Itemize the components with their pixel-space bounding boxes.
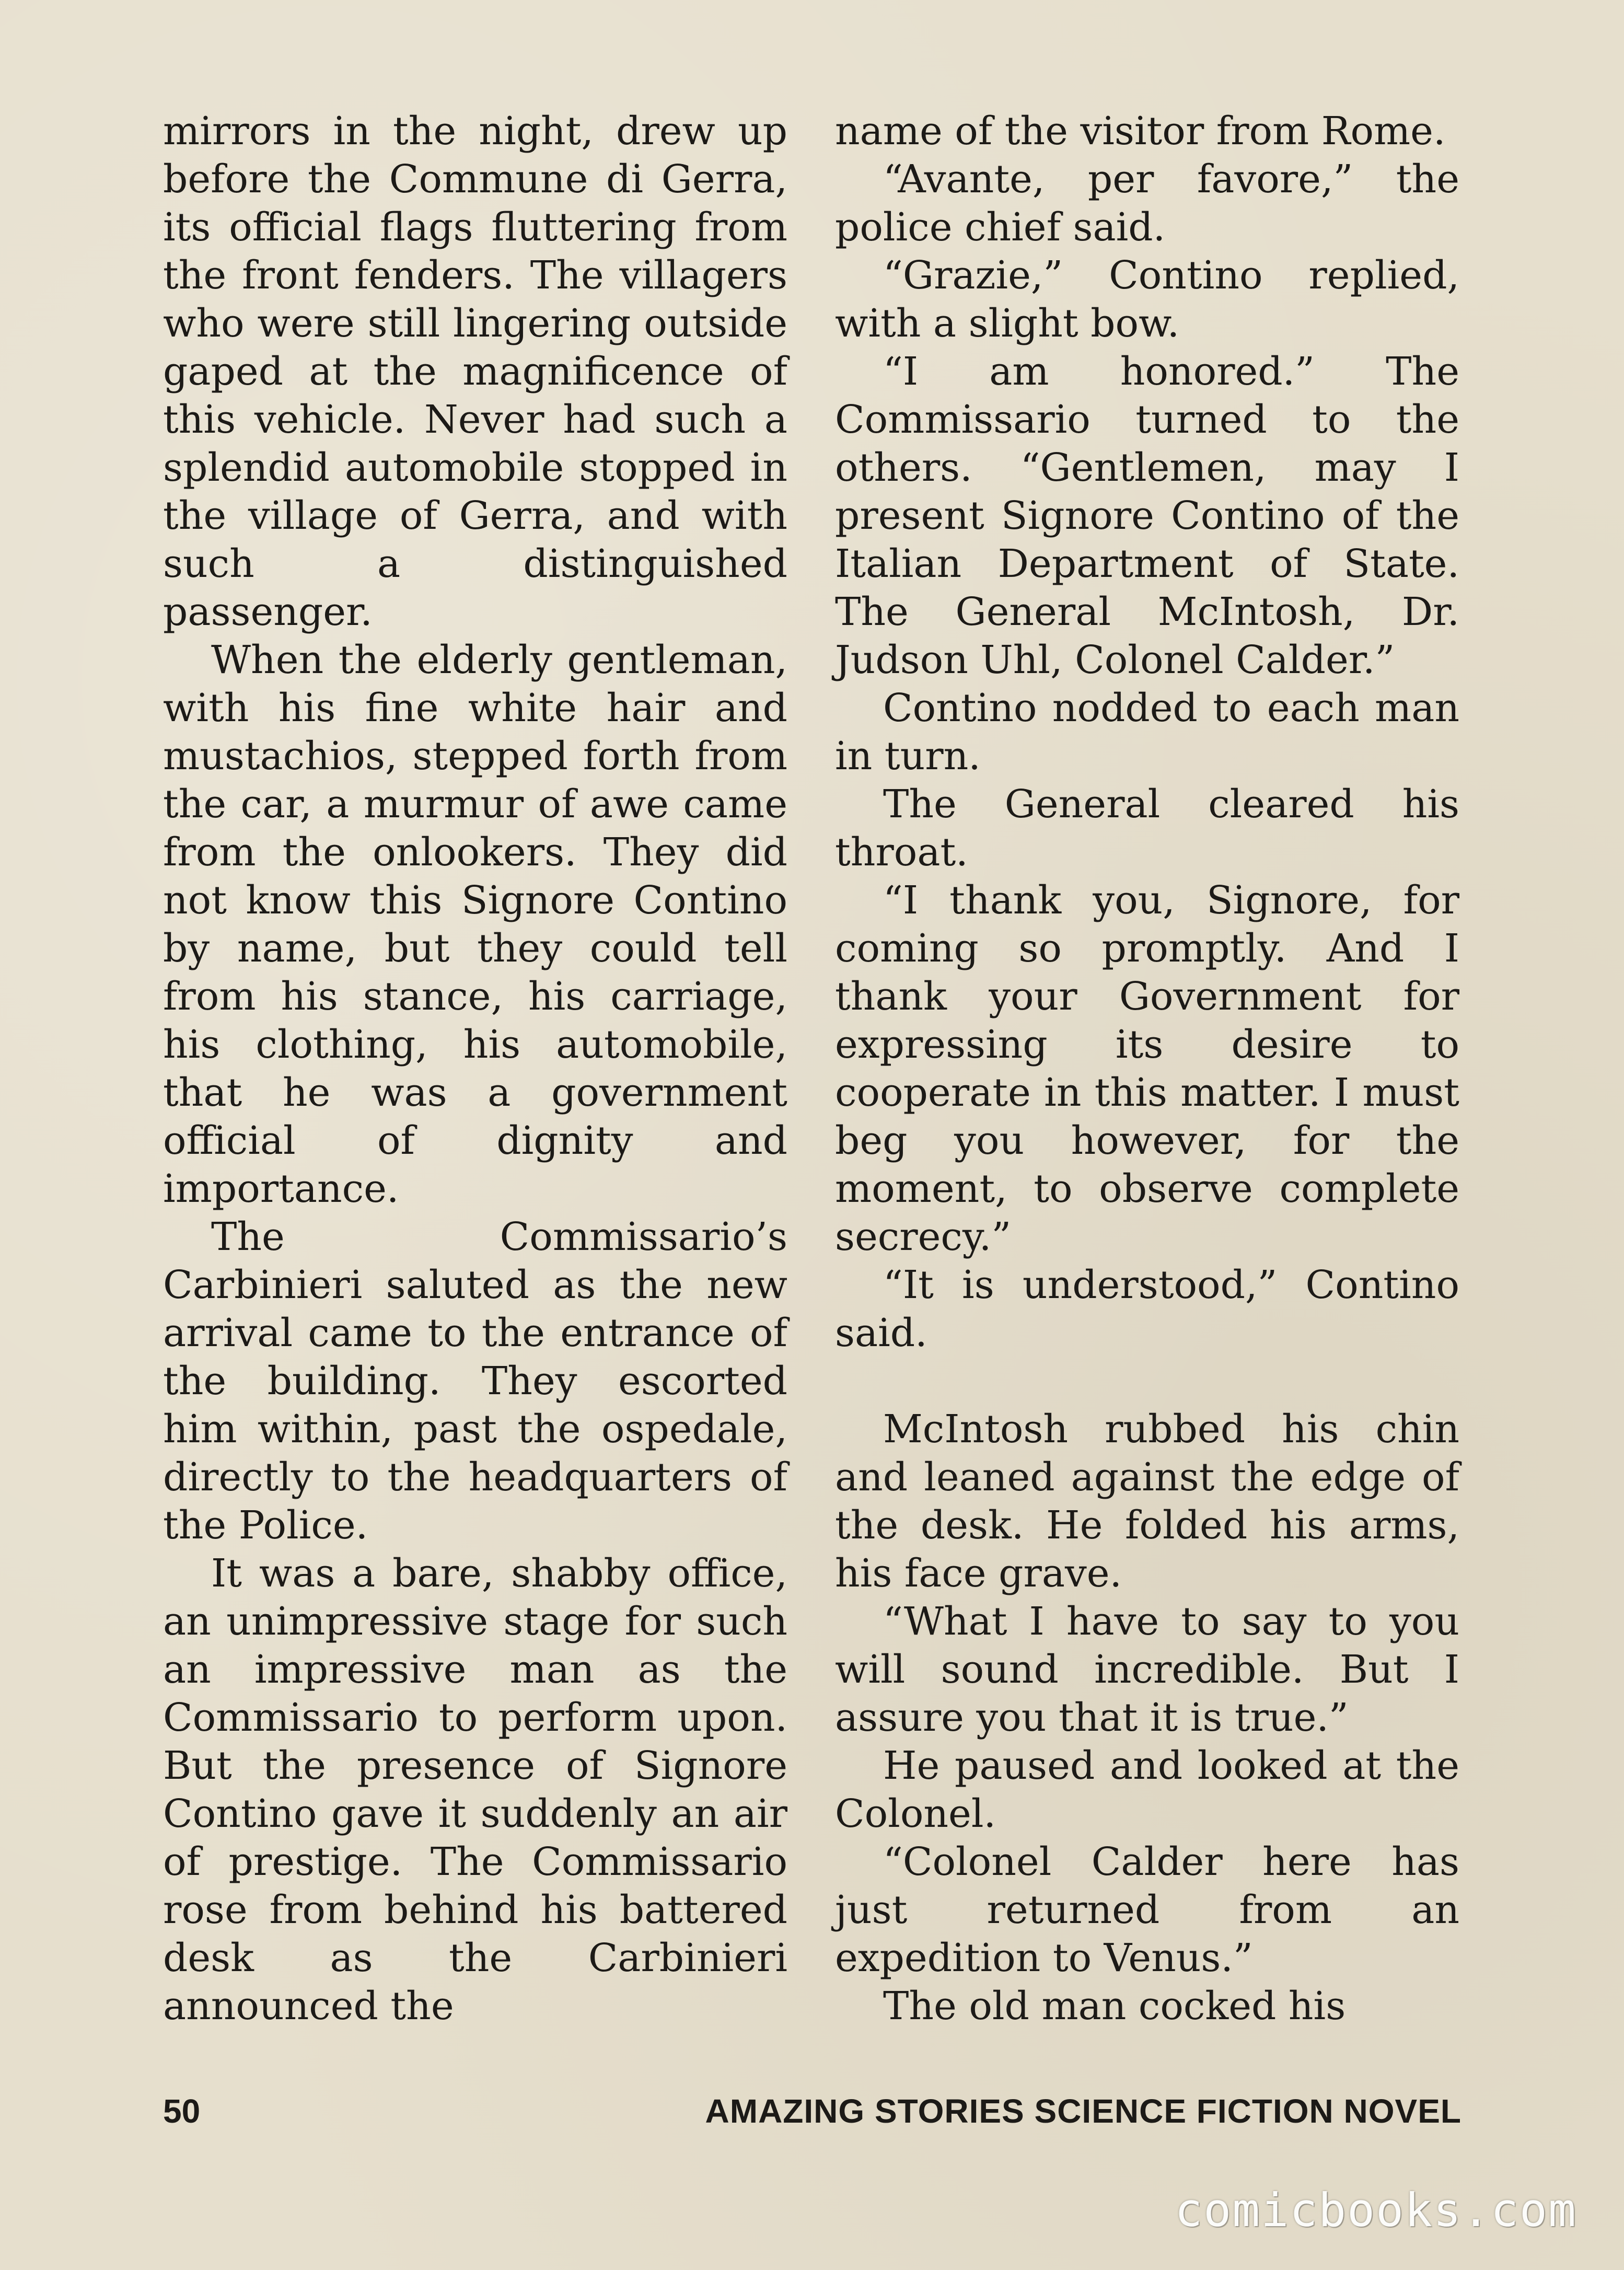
paragraph: “It is understood,” Contino said.: [835, 1263, 1459, 1356]
paragraph: The Commissario’s Carbinieri saluted as the new arrival came to the entrance of the building. They escorted him within, past the ospedale, directly to the headquarters of the Police.: [163, 1214, 787, 1548]
paragraph: “Colonel Calder here has just returned from an expedition to Venus.”: [835, 1839, 1459, 1981]
paragraph: “Grazie,” Contino replied, with a slight bow.: [835, 253, 1459, 346]
right-text-column: [835, 107, 1459, 2030]
watermark: comicbooks.com: [1175, 2183, 1577, 2237]
paragraph: “Avante, per favore,” the police chief said.: [835, 157, 1459, 250]
paragraph: The old man cocked his: [883, 1984, 1346, 2029]
paragraph: “I am honored.” The Commissario turned to the others. “Gentlemen, may I present Signore Contino of the Italian Department of State. The General McIntosh, Dr. Judson Uhl, Colonel Calder.”: [835, 349, 1459, 682]
paragraph: McIntosh rubbed his chin and leaned against the edge of the desk. He folded his arms, his face grave.: [835, 1407, 1459, 1596]
paragraph: When the elderly gentleman, with his fine white hair and mustachios, stepped forth from the car, a murmur of awe came from the onlookers. They did not know this Signore Contino by name, but they could tell from his stance, his carriage, his clothing, his automobile, that he was a government official of dignity and importance.: [163, 638, 787, 1211]
paragraph: name of the visitor from Rome.: [835, 109, 1446, 154]
paragraph: “What I have to say to you will sound incredible. But I assure you that it is true.”: [835, 1599, 1459, 1740]
paragraph: It was a bare, shabby office, an unimpressive stage for such an impressive man as the Commissario to perform upon. But the presence of Signore Contino gave it suddenly an air of prestige. The Commissario rose from behind his battered desk as the Carbinieri announced the: [163, 1551, 787, 2029]
paragraph: He paused and looked at the Colonel.: [835, 1743, 1459, 1836]
paragraph: mirrors in the night, drew up before the Commune di Gerra, its official flags fluttering from the front fenders. The villagers who were still lingering outside gaped at the magnificence of this vehicle. Never had such a splendid automobile stopped in the village of Gerra, and with such a distinguished passenger.: [163, 109, 787, 634]
paragraph: “I thank you, Signore, for coming so promptly. And I thank your Government for expressing its desire to cooperate in this matter. I must beg you however, for the moment, to observe complete secrecy.”: [835, 878, 1459, 1259]
running-title: AMAZING STORIES SCIENCE FICTION NOVEL: [705, 2092, 1461, 2130]
paragraph: The General cleared his throat.: [835, 782, 1459, 875]
page-number: 50: [163, 2092, 201, 2130]
left-text-column: [163, 107, 787, 2030]
page-footer: [163, 2090, 1461, 2132]
paragraph: Contino nodded to each man in turn.: [835, 686, 1459, 779]
